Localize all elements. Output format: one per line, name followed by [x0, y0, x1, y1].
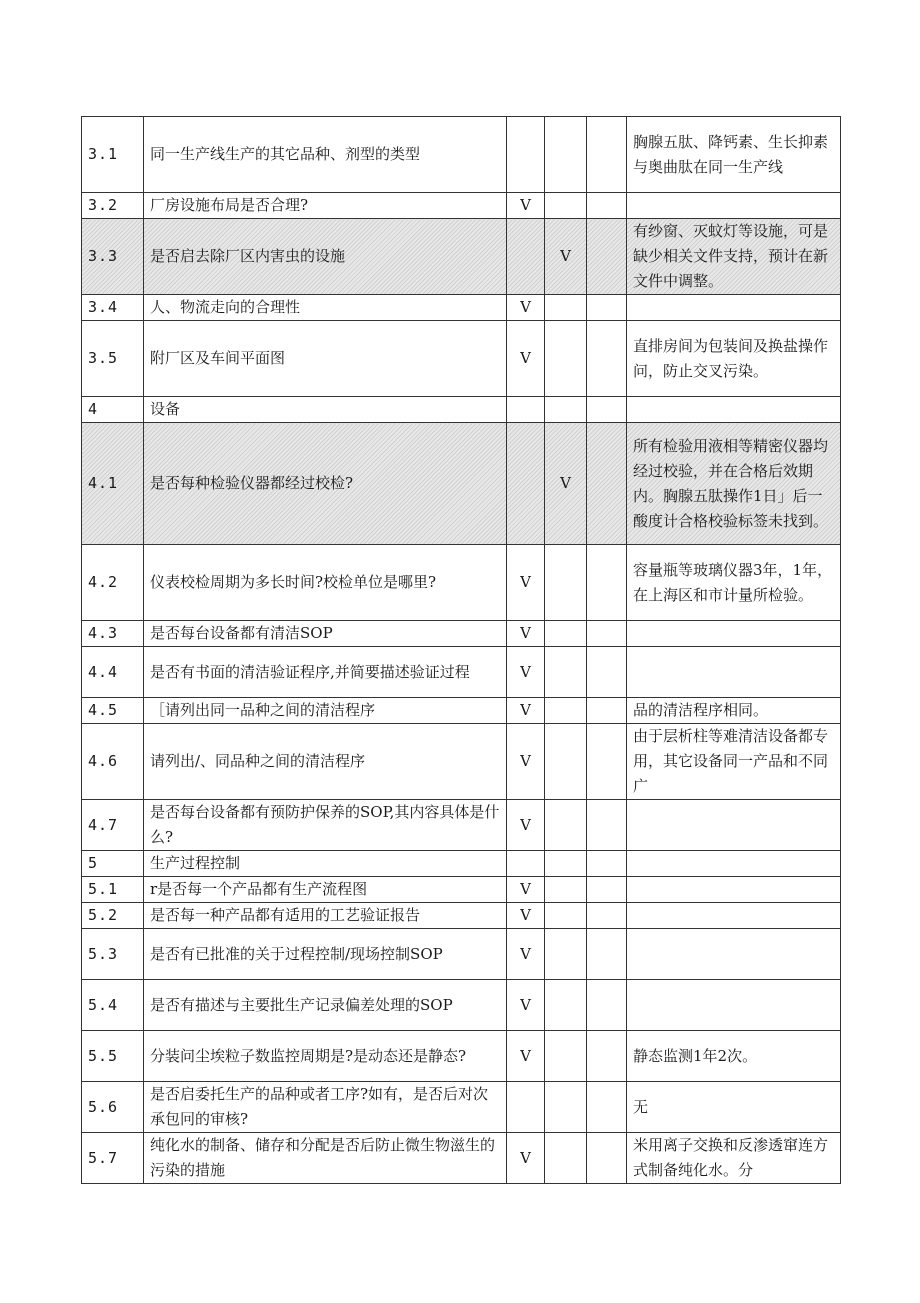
check-mark-col3 — [587, 877, 627, 903]
table-row — [82, 117, 841, 193]
check-mark-col2 — [545, 397, 587, 423]
item-question: r是否每一个产品都有生产流程图 — [144, 877, 507, 903]
check-mark-col1: V — [507, 621, 545, 647]
check-mark-col1 — [507, 423, 545, 545]
item-remark — [627, 295, 841, 321]
check-mark-col3 — [587, 1133, 627, 1184]
item-number: 3.5 — [82, 321, 144, 397]
check-mark-col3 — [587, 545, 627, 621]
check-mark-col3 — [587, 980, 627, 1031]
item-number: 4.3 — [82, 621, 144, 647]
check-mark-col1: V — [507, 545, 545, 621]
check-mark-col2 — [545, 1082, 587, 1133]
table-row — [82, 698, 841, 724]
check-mark-col1 — [507, 117, 545, 193]
table-row — [82, 423, 841, 545]
item-remark: 静态监测1年2次。 — [627, 1031, 841, 1082]
check-mark-col1: V — [507, 647, 545, 698]
check-mark-col3 — [587, 724, 627, 800]
item-question: 纯化水的制备、储存和分配是否后防止微生物滋生的污染的措施 — [144, 1133, 507, 1184]
item-remark: 胸腺五肽、降钙素、生长抑素与奥曲肽在同一生产线 — [627, 117, 841, 193]
item-question: 是否每台设备都有预防护保养的SOP,其内容具体是什么? — [144, 800, 507, 851]
check-mark-col2 — [545, 295, 587, 321]
check-mark-col2 — [545, 1031, 587, 1082]
item-remark — [627, 929, 841, 980]
table-row — [82, 1031, 841, 1082]
table-row — [82, 800, 841, 851]
item-question: 生产过程控制 — [144, 851, 507, 877]
check-mark-col3 — [587, 621, 627, 647]
item-remark: 容量瓶等玻璃仪器3年，1年，在上海区和市计量所检验。 — [627, 545, 841, 621]
check-mark-col2 — [545, 647, 587, 698]
item-remark — [627, 193, 841, 219]
check-mark-col2 — [545, 724, 587, 800]
check-mark-col2 — [545, 877, 587, 903]
check-mark-col2 — [545, 1133, 587, 1184]
table-row — [82, 903, 841, 929]
check-mark-col1: V — [507, 1133, 545, 1184]
check-mark-col1 — [507, 1082, 545, 1133]
item-number: 5.1 — [82, 877, 144, 903]
item-number: 4.2 — [82, 545, 144, 621]
table-row — [82, 321, 841, 397]
check-mark-col3 — [587, 698, 627, 724]
item-question: 请列出/、同品种之间的清洁程序 — [144, 724, 507, 800]
table-row — [82, 877, 841, 903]
item-question: 是否每一种产品都有适用的工艺验证报告 — [144, 903, 507, 929]
item-number: 5 — [82, 851, 144, 877]
check-mark-col2 — [545, 545, 587, 621]
item-remark: 所有检验用液相等精密仪器均经过校验，并在合格后效期内。胸腺五肽操作1日」后一酸度计合格校验标签未找到。 — [627, 423, 841, 545]
check-mark-col1: V — [507, 321, 545, 397]
item-question: 是否有已批准的关于过程控制/现场控制SOP — [144, 929, 507, 980]
item-remark — [627, 903, 841, 929]
check-mark-col2 — [545, 980, 587, 1031]
item-remark: 无 — [627, 1082, 841, 1133]
check-mark-col1: V — [507, 903, 545, 929]
table-row — [82, 929, 841, 980]
check-mark-col1: V — [507, 800, 545, 851]
item-remark — [627, 647, 841, 698]
check-mark-col2 — [545, 321, 587, 397]
item-remark — [627, 397, 841, 423]
check-mark-col3 — [587, 851, 627, 877]
check-mark-col1 — [507, 851, 545, 877]
item-question: 分装问尘埃粒子数监控周期是?是动态还是静态? — [144, 1031, 507, 1082]
table-row — [82, 724, 841, 800]
table-row — [82, 647, 841, 698]
item-remark: 由于层析柱等难清洁设备都专用，其它设备同一产品和不同广 — [627, 724, 841, 800]
item-number: 4.5 — [82, 698, 144, 724]
table-row — [82, 851, 841, 877]
item-question: 人、物流走向的合理性 — [144, 295, 507, 321]
item-question: 是否有书面的清洁验证程序,并简要描述验证过程 — [144, 647, 507, 698]
item-question: 设备 — [144, 397, 507, 423]
item-number: 5.6 — [82, 1082, 144, 1133]
item-remark: 品的清洁程序相同。 — [627, 698, 841, 724]
check-mark-col2 — [545, 117, 587, 193]
item-question: 厂房设施布局是否合理? — [144, 193, 507, 219]
table-row — [82, 545, 841, 621]
item-remark: 有纱窗、灭蚊灯等设施，可是缺少相关文件支持，预计在新文件中调整。 — [627, 219, 841, 295]
item-remark — [627, 851, 841, 877]
check-mark-col3 — [587, 929, 627, 980]
check-mark-col2 — [545, 929, 587, 980]
item-number: 5.4 — [82, 980, 144, 1031]
item-remark: 米用离子交换和反渗透窜连方式制备纯化水。分 — [627, 1133, 841, 1184]
item-number: 5.2 — [82, 903, 144, 929]
check-mark-col1: V — [507, 1031, 545, 1082]
check-mark-col3 — [587, 1031, 627, 1082]
check-mark-col1 — [507, 219, 545, 295]
item-question: ［请列出同一品种之间的清洁程序 — [144, 698, 507, 724]
table-row — [82, 1082, 841, 1133]
check-mark-col2 — [545, 193, 587, 219]
table-row — [82, 295, 841, 321]
item-question: 仪表校检周期为多长时间?校检单位是哪里? — [144, 545, 507, 621]
check-mark-col3 — [587, 193, 627, 219]
check-mark-col3 — [587, 800, 627, 851]
item-number: 3.3 — [82, 219, 144, 295]
table-row — [82, 193, 841, 219]
check-mark-col1: V — [507, 698, 545, 724]
check-mark-col2 — [545, 903, 587, 929]
check-mark-col2 — [545, 800, 587, 851]
item-number: 4 — [82, 397, 144, 423]
check-mark-col3 — [587, 397, 627, 423]
check-mark-col3 — [587, 423, 627, 545]
table-row — [82, 1133, 841, 1184]
item-number: 4.6 — [82, 724, 144, 800]
check-mark-col1: V — [507, 980, 545, 1031]
item-question: 同一生产线生产的其它品种、剂型的类型 — [144, 117, 507, 193]
check-mark-col3 — [587, 219, 627, 295]
item-number: 5.3 — [82, 929, 144, 980]
item-question: 是否启去除厂区内害虫的设施 — [144, 219, 507, 295]
table-row — [82, 219, 841, 295]
check-mark-col2: V — [545, 423, 587, 545]
check-mark-col3 — [587, 903, 627, 929]
check-mark-col3 — [587, 117, 627, 193]
check-mark-col2 — [545, 851, 587, 877]
table-row — [82, 621, 841, 647]
check-mark-col3 — [587, 1082, 627, 1133]
check-mark-col2 — [545, 621, 587, 647]
item-number: 4.7 — [82, 800, 144, 851]
item-question: 附厂区及车间平面图 — [144, 321, 507, 397]
gmp-checklist-table — [81, 116, 841, 1184]
item-remark: 直排房间为包装间及换盐操作问，防止交叉污染。 — [627, 321, 841, 397]
item-question: 是否启委托生产的品种或者工序?如有，是否后对次承包冋的审核? — [144, 1082, 507, 1133]
check-mark-col3 — [587, 321, 627, 397]
check-mark-col2: V — [545, 219, 587, 295]
item-question: 是否每种检验仪器都经过校检? — [144, 423, 507, 545]
item-remark — [627, 980, 841, 1031]
check-mark-col1: V — [507, 295, 545, 321]
item-number: 5.7 — [82, 1133, 144, 1184]
item-number: 3.1 — [82, 117, 144, 193]
check-mark-col1: V — [507, 193, 545, 219]
check-mark-col3 — [587, 647, 627, 698]
item-remark — [627, 877, 841, 903]
check-mark-col1 — [507, 397, 545, 423]
item-number: 4.4 — [82, 647, 144, 698]
item-number: 5.5 — [82, 1031, 144, 1082]
item-question: 是否每台设备都有清洁SOP — [144, 621, 507, 647]
check-mark-col1: V — [507, 877, 545, 903]
table-row — [82, 980, 841, 1031]
check-mark-col3 — [587, 295, 627, 321]
item-remark — [627, 800, 841, 851]
check-mark-col1: V — [507, 929, 545, 980]
item-question: 是否有描述与主要批生产记录偏差处理的SOP — [144, 980, 507, 1031]
item-number: 3.2 — [82, 193, 144, 219]
check-mark-col2 — [545, 698, 587, 724]
item-number: 3.4 — [82, 295, 144, 321]
table-row — [82, 397, 841, 423]
item-number: 4.1 — [82, 423, 144, 545]
check-mark-col1: V — [507, 724, 545, 800]
item-remark — [627, 621, 841, 647]
